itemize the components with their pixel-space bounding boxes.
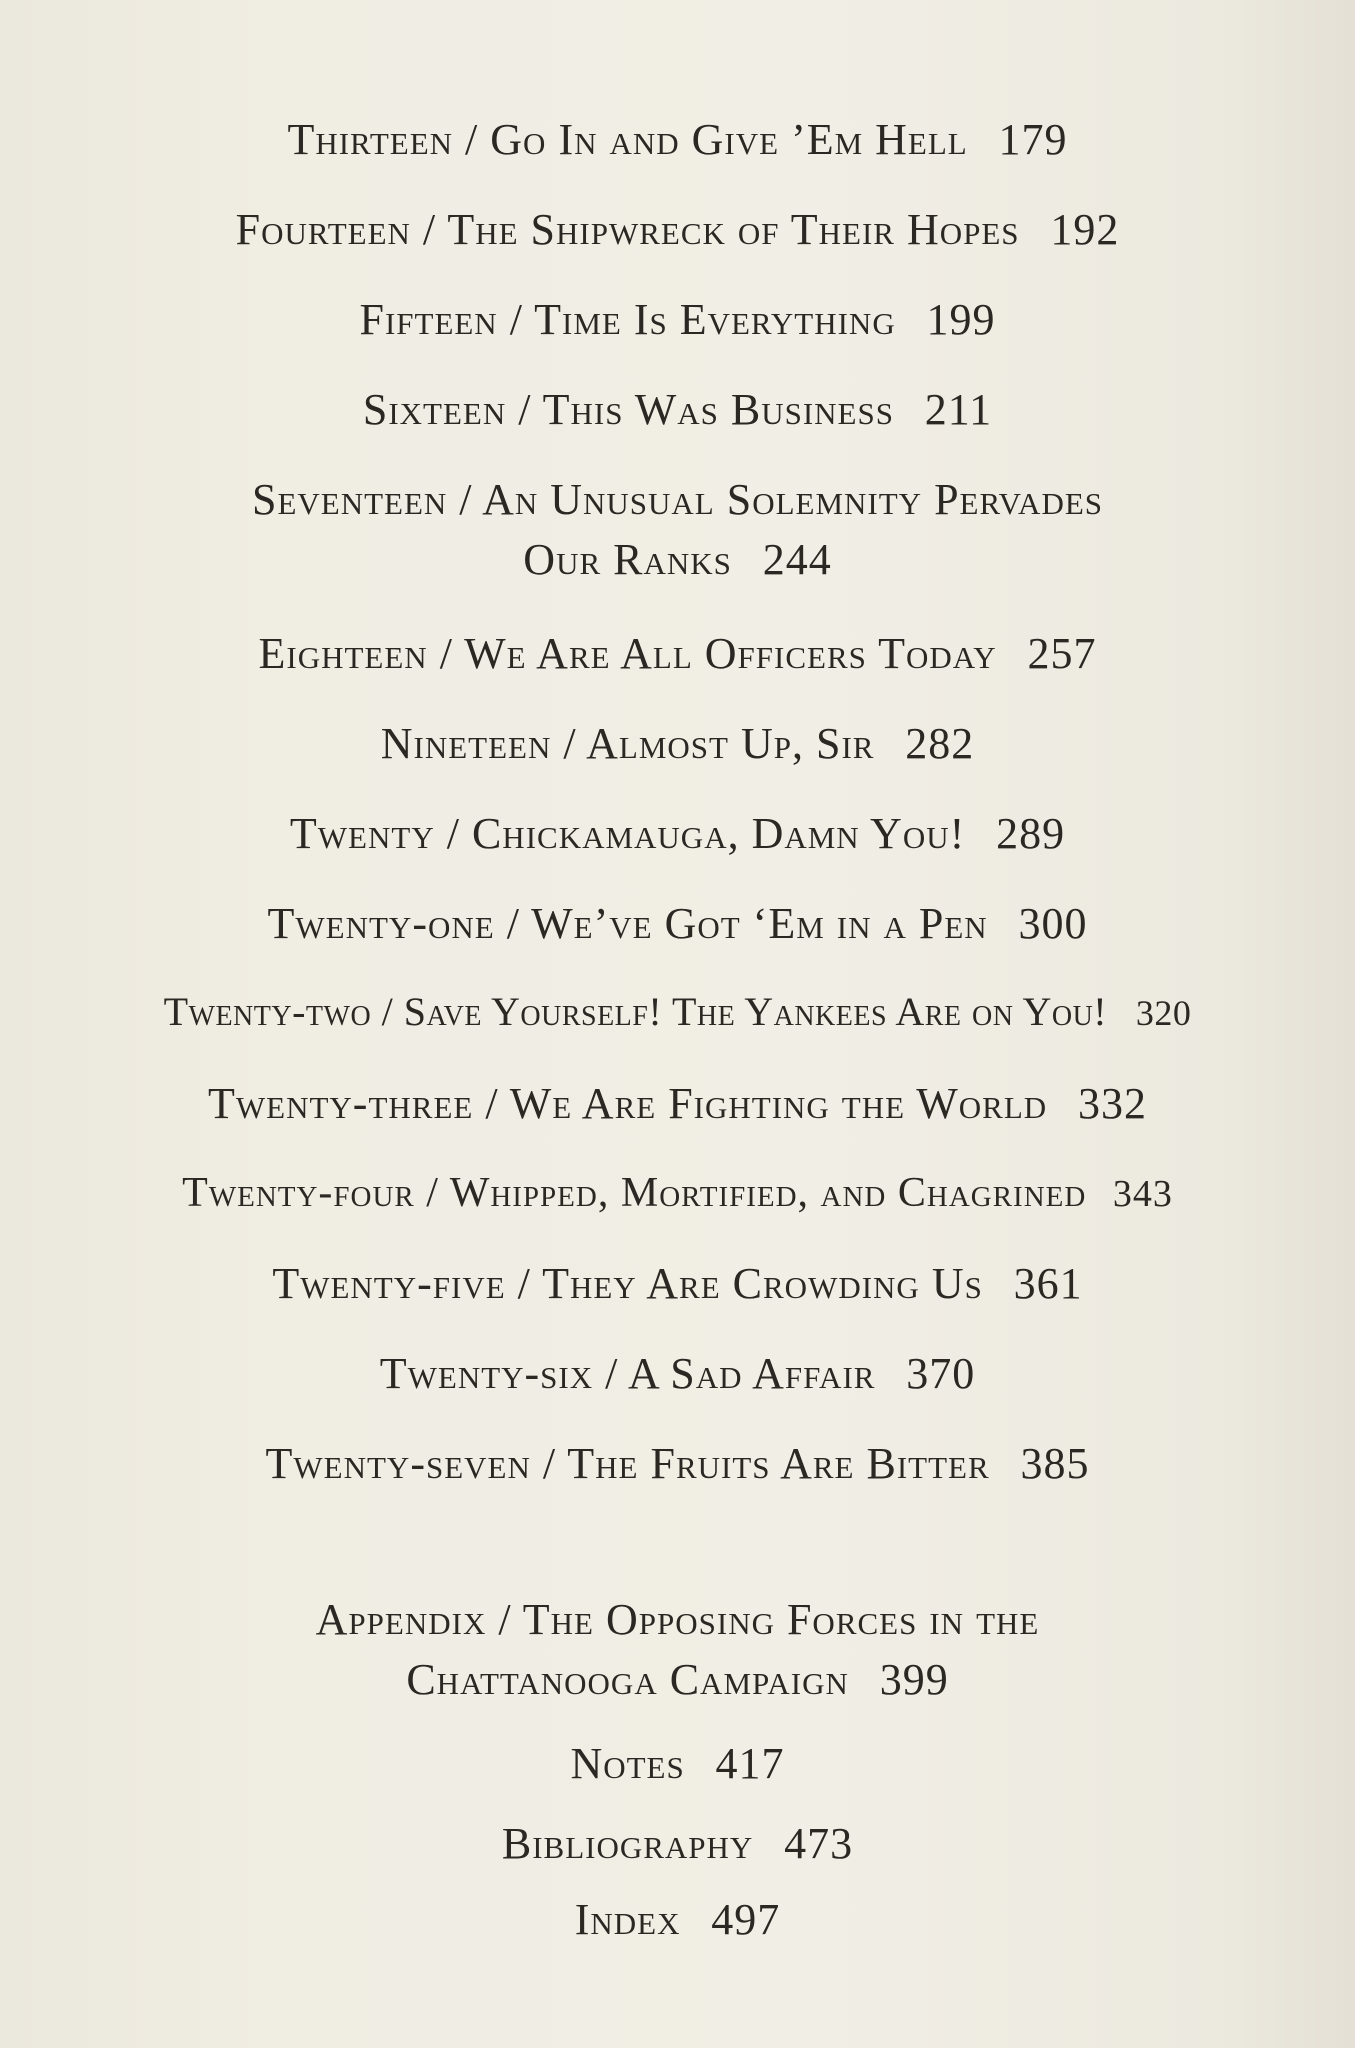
chapter-number: Thirteen: [287, 115, 454, 164]
separator: /: [473, 1079, 510, 1128]
separator: /: [453, 115, 491, 164]
separator: /: [530, 1439, 568, 1488]
page-number: 192: [1050, 205, 1120, 254]
toc-entry-nineteen: [0, 719, 1355, 768]
chapter-title: Chickamauga, Damn You!: [471, 809, 966, 858]
chapter-title-line2: Our Ranks: [523, 535, 732, 584]
chapter-title: We’ve Got ‘Em in a Pen: [531, 899, 988, 948]
back-matter-label: Index: [574, 1895, 681, 1944]
separator: /: [551, 719, 587, 768]
page-number: 211: [924, 385, 993, 434]
chapter-title: The Fruits Are Bitter: [567, 1439, 990, 1488]
back-matter-label: Appendix: [315, 1595, 487, 1644]
toc-entry-sixteen: [0, 385, 1355, 434]
page-number: 179: [998, 115, 1068, 164]
chapter-title: This Was Business: [542, 385, 894, 434]
separator: /: [593, 1349, 628, 1398]
back-matter-title: The Opposing Forces in the: [522, 1595, 1040, 1644]
toc-entry-thirteen: [0, 115, 1355, 164]
separator: /: [427, 629, 465, 678]
page-number: 473: [784, 1819, 854, 1868]
chapter-number: Eighteen: [258, 629, 428, 678]
toc-entry-fourteen: [0, 205, 1355, 254]
chapter-number: Nineteen: [380, 719, 552, 768]
back-matter-title-line2: Chattanooga Campaign: [406, 1655, 849, 1704]
page-number: 361: [1013, 1259, 1083, 1308]
toc-entry-bibliography: [0, 1819, 1355, 1868]
page-number: 244: [762, 535, 832, 584]
toc-entry-twenty-one: [0, 899, 1355, 948]
chapter-title: The Shipwreck of Their Hopes: [447, 205, 1020, 254]
chapter-number: Fourteen: [235, 205, 411, 254]
chapter-number: Twenty-two: [163, 989, 372, 1034]
toc-entry-twenty: [0, 809, 1355, 858]
chapter-number: Seventeen: [251, 475, 448, 524]
page-number: 320: [1135, 993, 1192, 1033]
toc-entry-eighteen: [0, 629, 1355, 678]
separator: /: [506, 385, 543, 434]
chapter-number: Twenty-six: [379, 1349, 594, 1398]
chapter-title: We Are All Officers Today: [464, 629, 997, 678]
back-matter-label: Bibliography: [501, 1819, 754, 1868]
toc-entry-twenty-four: [0, 1172, 1355, 1214]
toc-entry-appendix: [0, 1595, 1355, 1704]
page-number: 417: [715, 1739, 785, 1788]
separator: /: [371, 989, 404, 1034]
chapter-number: Twenty-seven: [265, 1439, 531, 1488]
chapter-number: Twenty-one: [267, 899, 495, 948]
page-number: 385: [1020, 1439, 1090, 1488]
page-number: 282: [905, 719, 975, 768]
chapter-title: Almost Up, Sir: [586, 719, 875, 768]
separator: /: [434, 809, 472, 858]
chapter-title-continued: [0, 535, 1355, 584]
page-number: 257: [1027, 629, 1097, 678]
page-number: 343: [1112, 1173, 1173, 1215]
separator: /: [414, 1170, 450, 1216]
chapter-number: Fifteen: [359, 295, 498, 344]
toc-entry-twenty-six: [0, 1349, 1355, 1398]
page-number: 289: [996, 809, 1066, 858]
separator: /: [505, 1259, 543, 1308]
toc-entry-notes: [0, 1739, 1355, 1788]
chapter-number: Sixteen: [362, 385, 507, 434]
chapter-title: An Unusual Solemnity Pervades: [482, 475, 1104, 524]
chapter-title: A Sad Affair: [627, 1349, 876, 1398]
separator: /: [410, 205, 448, 254]
page-number: 332: [1077, 1079, 1147, 1128]
page-number: 300: [1018, 899, 1088, 948]
page-number: 370: [906, 1349, 976, 1398]
chapter-title: We Are Fighting the World: [509, 1079, 1048, 1128]
toc-entry-twenty-two: [0, 989, 1355, 1034]
chapter-number: Twenty-four: [182, 1170, 415, 1216]
chapter-title: They Are Crowding Us: [542, 1259, 983, 1308]
separator: /: [497, 295, 535, 344]
toc-entry-twenty-seven: [0, 1439, 1355, 1488]
separator: /: [447, 475, 483, 524]
back-matter-label: Notes: [570, 1739, 685, 1788]
chapter-number: Twenty-five: [272, 1259, 506, 1308]
chapter-title: Go In and Give ’Em Hell: [490, 115, 968, 164]
toc-entry-twenty-three: [0, 1079, 1355, 1128]
page-number: 497: [711, 1895, 781, 1944]
chapter-title: Whipped, Mortified, and Chagrined: [449, 1170, 1087, 1216]
chapter-number: Twenty-three: [208, 1079, 474, 1128]
back-matter-title-continued: [0, 1655, 1355, 1704]
page-number: 399: [879, 1655, 949, 1704]
toc-entry-seventeen: [0, 475, 1355, 584]
separator: /: [494, 899, 532, 948]
toc-entry-index: [0, 1895, 1355, 1944]
page-number: 199: [926, 295, 996, 344]
toc-entry-twenty-five: [0, 1259, 1355, 1308]
chapter-title: Time Is Everything: [534, 295, 896, 344]
chapter-number: Twenty: [289, 809, 435, 858]
chapter-title: Save Yourself! The Yankees Are on You!: [403, 989, 1108, 1034]
separator: /: [486, 1595, 523, 1644]
toc-entry-fifteen: [0, 295, 1355, 344]
